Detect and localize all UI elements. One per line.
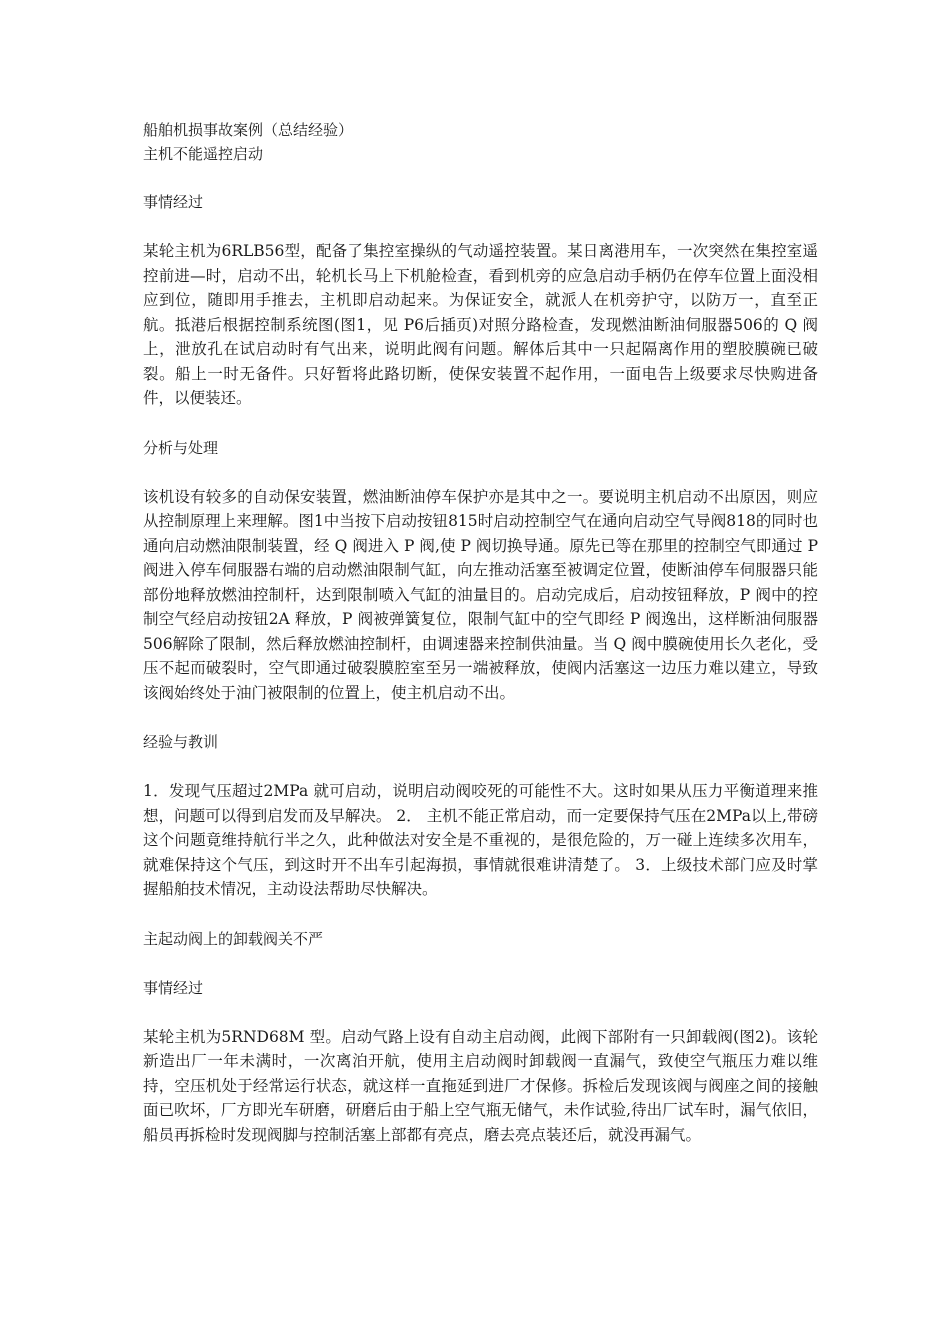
spacer <box>143 951 818 976</box>
case1-lessons-paragraph: 1．发现气压超过2MPa 就可启动，说明启动阀咬死的可能性不大。这时如果从压力平衡道理来推想，问题可以得到启发而及早解决。 2． 主机不能正常启动，而一定要保持气压在2MPa以上,带磅这个问题竟维持航行半之久，此种做法对安全是不重视的，是很危险的，万一碰上连续多次用车，就难保持这个气压，到这时开不出车引起海损，事情就很难讲清楚了。 3．上级技术部门应及时掌握船舶技术情况，主动设法帮助尽快解决。 <box>143 782 818 898</box>
case1-title: 主机不能遥控启动 <box>143 145 264 163</box>
case1-heading-events: 事情经过 <box>143 193 204 211</box>
case1-analysis-paragraph: 该机设有较多的自动保安装置，燃油断油停车保护亦是其中之一。要说明主机启动不出原因，则应从控制原理上来理解。图1中当按下启动按钮815时启动控制空气在通向启动空气导阀818的同时也通向启动燃油限制装置，经 Q 阀进入 P 阀,使 P 阀切换导通。原先已等在那里的控制空气即通过 P 阀进入停车伺服器右端的启动燃油限制气缸，向左推动活塞至被调定位置，使断油停车伺服器只能部份地释放燃油控制杆，达到限制喷入气缸的油量目的。启动完成后，启动按钮释放，P 阀中的控制空气经启动按钮2A 释放，P 阀被弹簧复位，限制气缸中的空气即经 P 阀逸出，这样断油伺服器506解除了限制，然后释放燃油控制杆，由调速器来控制供油量。当 Q 阀中膜碗使用长久老化，受压不起而破裂时，空气即通过破裂膜腔室至另一端被释放，使阀内活塞这一边压力难以建立，导致该阀始终处于油门被限制的位置上，使主机启动不出。 <box>143 487 818 702</box>
spacer <box>143 460 818 485</box>
case2-heading-events: 事情经过 <box>143 978 204 997</box>
case1-heading-analysis: 分析与处理 <box>143 438 219 457</box>
spacer <box>143 705 818 730</box>
case1-heading-lessons: 经验与教训 <box>143 733 219 751</box>
spacer <box>143 902 818 927</box>
document-page <box>143 118 818 1147</box>
spacer <box>143 411 818 436</box>
spacer <box>143 214 818 239</box>
spacer <box>143 166 818 190</box>
case2-events-paragraph: 某轮主机为5RND68M 型。启动气路上设有自动主启动阀，此阀下部附有一只卸载阀(图2)。该轮新造出厂一年未满时，一次离泊开航，使用主启动阀时卸载阀一直漏气，致使空气瓶压力难以维持，空压机处于经常运行状态，就这样一直拖延到进厂才保修。拆检后发现该阀与阀座之间的接触面已吹坏，厂方即光车研磨，研磨后由于船上空气瓶无储气，未作试验,待出厂试车时，漏气依旧，船员再拆检时发现阀脚与控制活塞上部都有亮点，磨去亮点装还后，就没再漏气。 <box>143 1027 818 1144</box>
spacer <box>143 754 818 779</box>
case2-title: 主起动阀上的卸载阀关不严 <box>143 929 324 948</box>
case1-events-paragraph: 某轮主机为6RLB56型，配备了集控室操纵的气动遥控装置。某日离港用车，一次突然在集控室遥控前进—时，启动不出，轮机长马上下机舱检查，看到机旁的应急启动手柄仍在停车位置上面没相应到位，随即用手推去，主机即启动起来。为保证安全，就派人在机旁护守，以防万一，直至正航。抵港后根据控制系统图(图1，见 P6后插页)对照分路检查，发现燃油断油伺服器506的 Q 阀上，泄放孔在试启动时有气出来，说明此阀有问题。解体后其中一只起隔离作用的塑胶膜碗已破裂。船上一时无备件。只好暂将此路切断，使保安装置不起作用，一面电告上级要求尽快购进备件，以便装还。 <box>143 242 818 407</box>
spacer <box>143 1000 818 1025</box>
document-title: 船舶机损事故案例（总结经验） <box>143 121 354 139</box>
